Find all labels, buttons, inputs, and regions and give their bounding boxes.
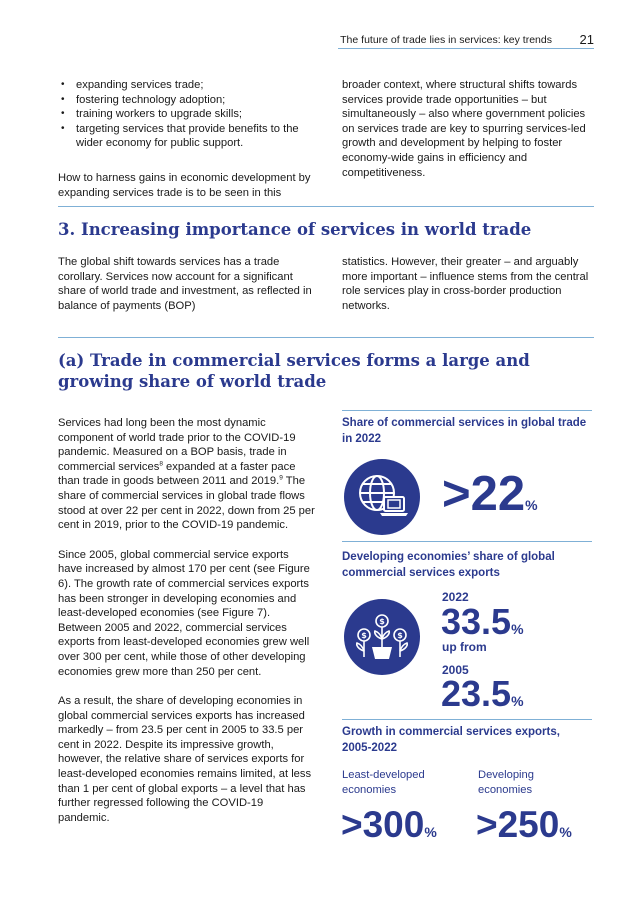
developing-label: Developing economies xyxy=(478,769,534,796)
ldc-label: Least-developed economies xyxy=(342,769,425,796)
section-3-right-column xyxy=(342,255,598,313)
body-paragraph-3: As a result, the share of developing economies in global commercial services exports has increased markedly – from 23.5 per cent in 2005 to 33.5 per cent in 2022. Despite its impressive growth, however, the relative share of services exports for least-developed economies remains limited, at less than 1 per cent of global exports – a level that has further regressed following the COVID-19 pandemic. xyxy=(58,695,312,824)
sidebar-rule-2 xyxy=(342,541,592,542)
footnote-ref[interactable]: 8 xyxy=(159,460,163,468)
section-3-heading: 3. Increasing importance of services in world trade xyxy=(58,220,532,239)
year-2005-label: 2005 xyxy=(442,663,469,677)
subsection-rule xyxy=(58,337,594,338)
up-from-label: up from xyxy=(442,640,487,654)
footnote-ref[interactable]: 9 xyxy=(279,474,283,482)
svg-text:$: $ xyxy=(361,631,367,640)
intro-left-column xyxy=(58,78,320,200)
year-2022-label: 2022 xyxy=(442,590,469,604)
list-item: • fostering technology adoption; xyxy=(58,93,320,108)
ldc-growth-value: >300% xyxy=(341,804,437,845)
globe-laptop-icon xyxy=(344,459,420,535)
section-3-right-paragraph: statistics. However, their greater – and arguably more important – influence stems from the central role services play in cross-border production networks. xyxy=(342,256,589,312)
list-item: • training workers to upgrade skills; xyxy=(58,107,320,122)
running-header-title: The future of trade lies in services: key trends xyxy=(340,34,552,46)
body-left-column xyxy=(58,416,316,825)
svg-text:$: $ xyxy=(397,631,403,640)
bullet-list xyxy=(58,78,320,151)
sidebar-box1-heading: Share of commercial services in global trade in 2022 xyxy=(342,417,587,445)
share-services-value: >22% xyxy=(442,467,538,521)
list-item: • targeting services that provide benefits to the wider economy for public support. xyxy=(58,122,320,151)
page-number: 21 xyxy=(579,32,594,47)
intro-left-paragraph: How to harness gains in economic development by expanding services trade is to be seen in this xyxy=(58,171,311,199)
sidebar-box3-heading: Growth in commercial services exports, 2005-2022 xyxy=(342,726,560,754)
section-rule xyxy=(58,206,594,207)
sidebar-box2-heading: Developing economies’ share of global commercial services exports xyxy=(342,551,555,579)
svg-text:$: $ xyxy=(379,617,385,626)
sidebar-rule-1 xyxy=(342,410,592,411)
sidebar-rule-3 xyxy=(342,719,592,720)
developing-growth-value: >250% xyxy=(476,804,572,845)
subsection-a-heading: (a) Trade in commercial services forms a large and growing share of world trade xyxy=(58,351,530,391)
section-3-left-paragraph: The global shift towards services has a trade corollary. Services now account for a significant share of world trade and investment, as reflected in balance of payments (BOP) xyxy=(58,256,312,312)
intro-right-paragraph: broader context, where structural shifts towards services provide trade opportunities – but simultaneously – also where government policies on services trade are key to spurring services-led growth and development by helping to foster economy-wide gains in efficiency and competitiveness. xyxy=(342,79,586,179)
share-2005-value: 23.5% xyxy=(441,673,524,714)
share-2022-value: 33.5% xyxy=(441,601,524,642)
body-paragraph-2: Since 2005, global commercial service exports have increased by almost 170 per cent (see Figure 6). The growth rate of commercial services exports has been stronger in developing economies and least-developed economies (see Figure 7). Between 2005 and 2022, commercial services exports from least-developed economies grew well over 300 per cent, while those of other developing economies grew more than 250 per cent. xyxy=(58,548,310,678)
section-3-left-column xyxy=(58,255,320,313)
list-item: • expanding services trade; xyxy=(58,78,320,93)
header-rule xyxy=(338,48,594,49)
intro-right-column xyxy=(342,78,598,180)
money-plants-icon xyxy=(344,599,420,675)
body-paragraph-1: Services had long been the most dynamic component of world trade prior to the COVID-19 pandemic. Measured on a BOP basis, trade in commercial services$^8$ expanded at a faster pace than trade in goods between 2011 and 2019.$^9$ The share of commercial services in global trade flows stood at over 22 per cent in 2022, down from 25 per cent in 2019, prior to the COVID-19 pandemic. xyxy=(58,417,315,532)
